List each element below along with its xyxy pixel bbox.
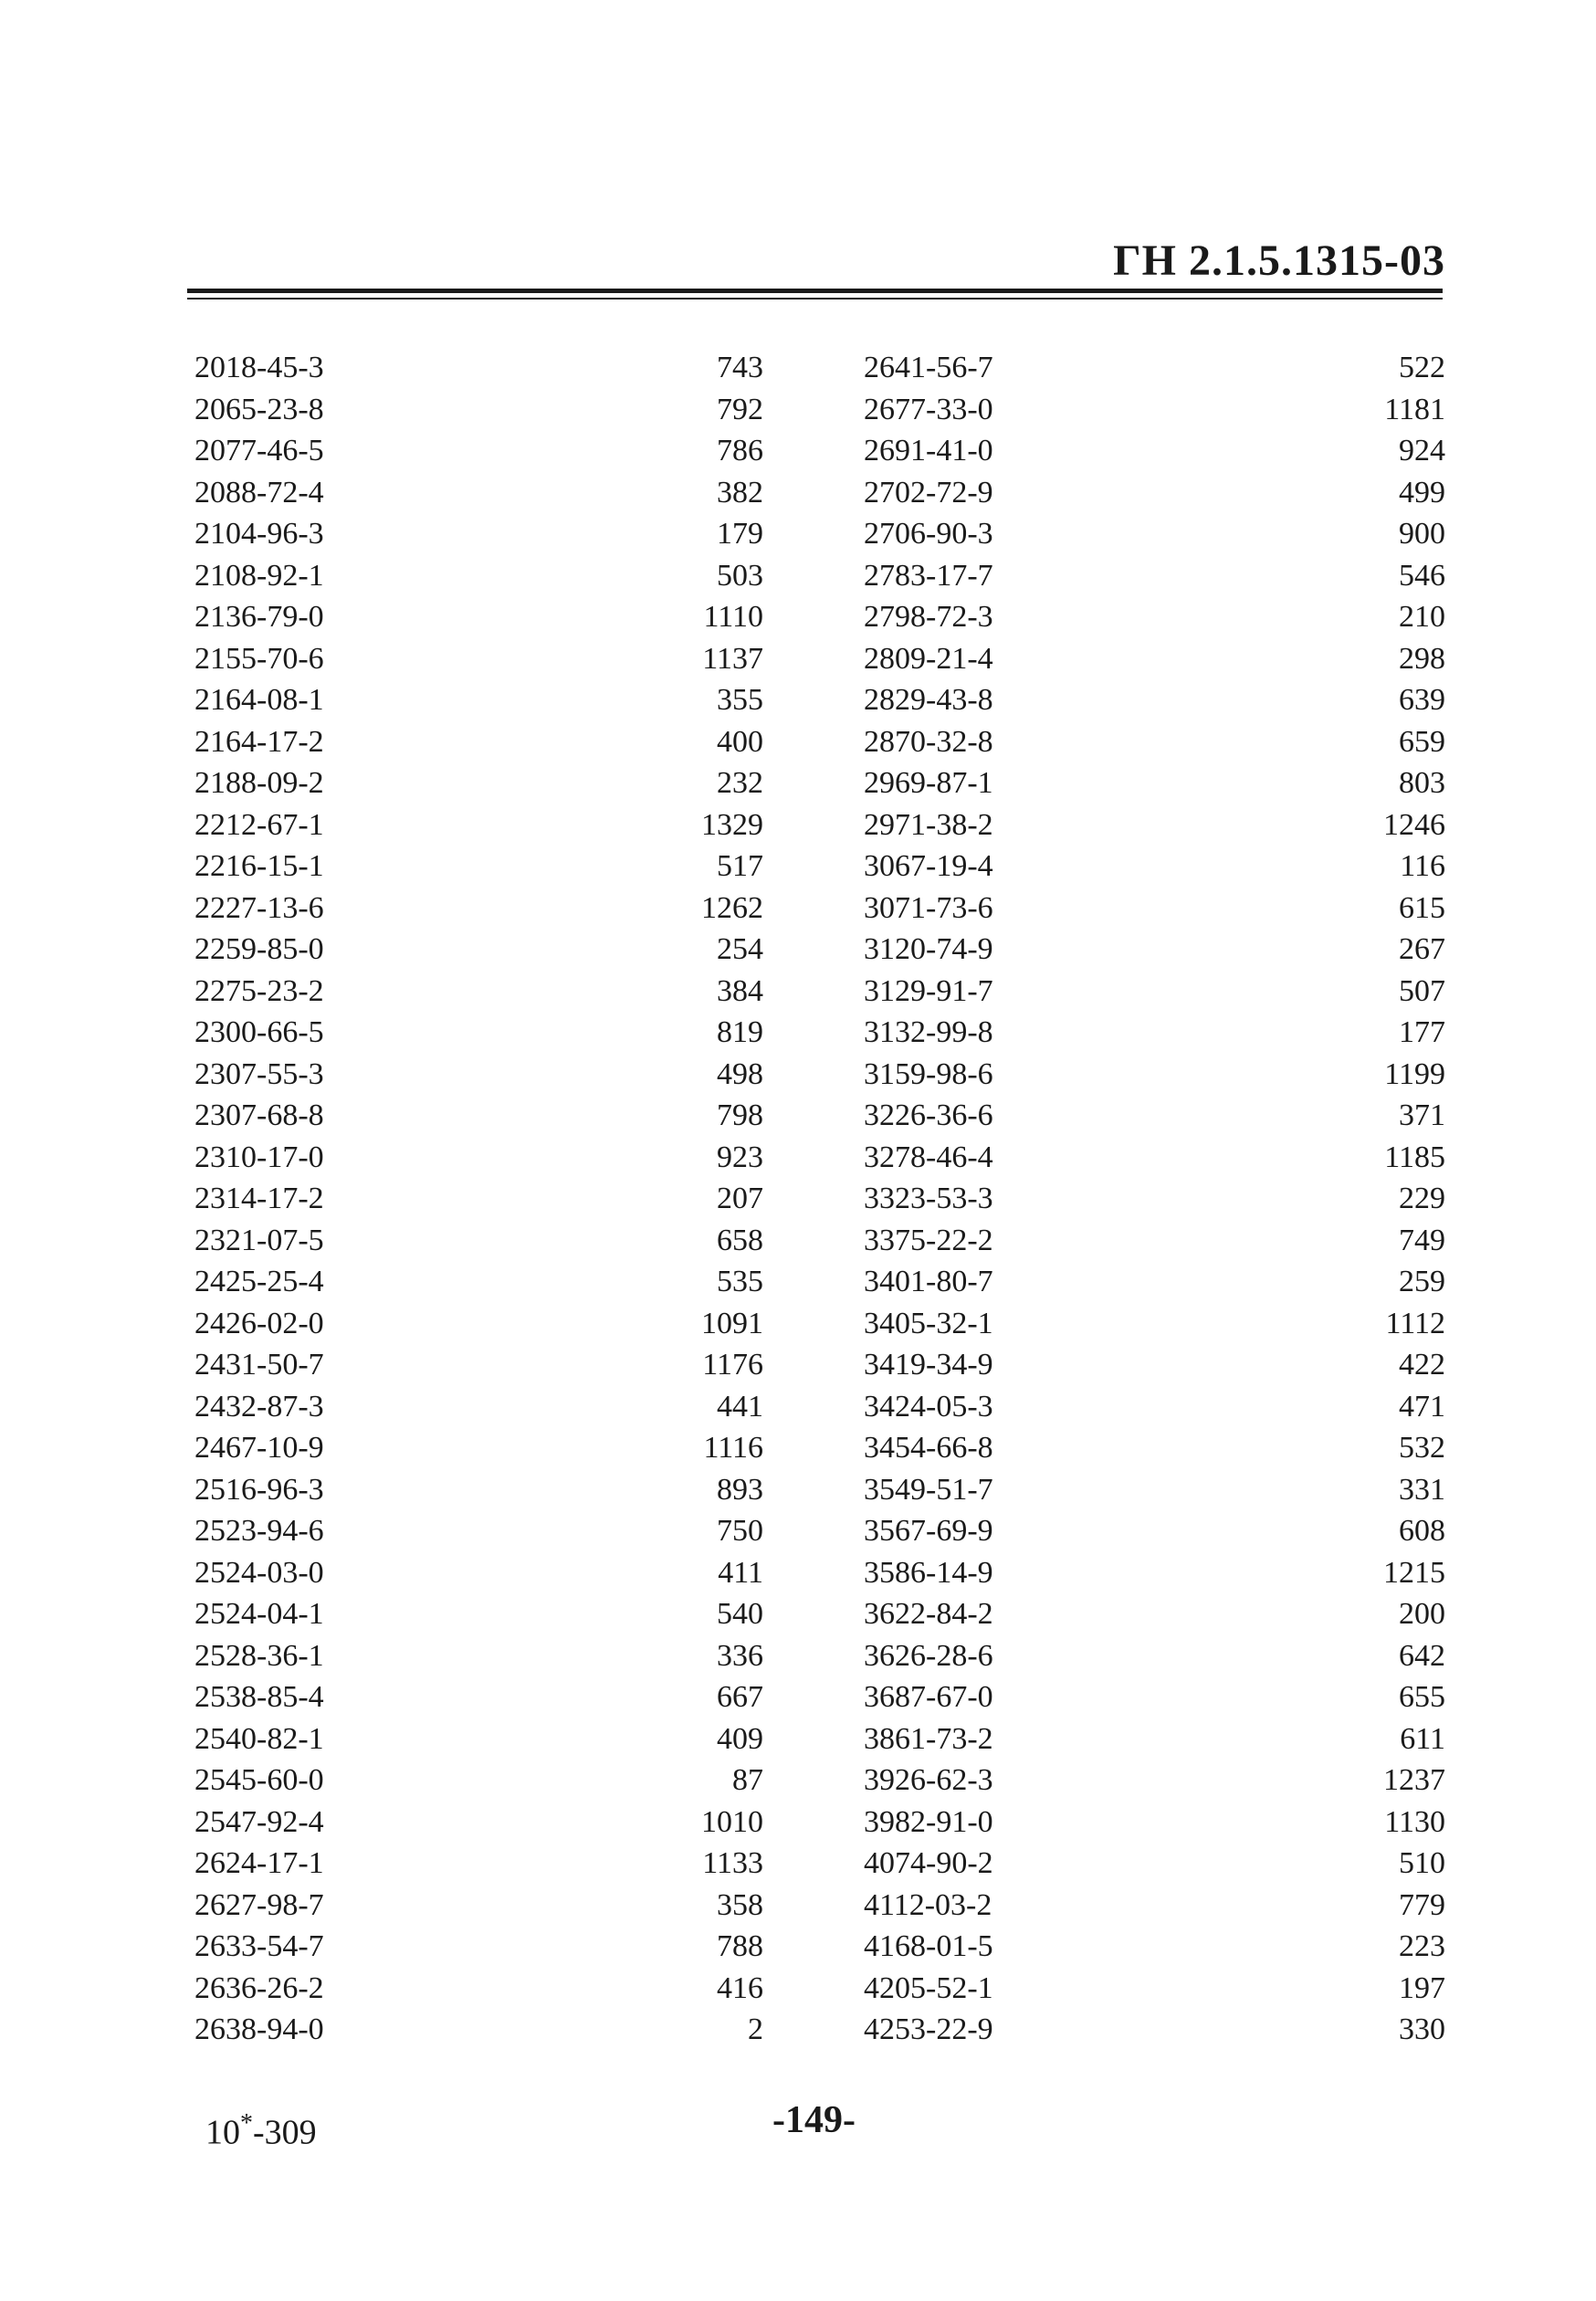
cas-number-left: 2516-96-3 — [194, 1472, 324, 1507]
header-rule-thin — [187, 298, 1443, 299]
table-row — [0, 347, 1596, 389]
cas-number-right: 3419-34-9 — [864, 1348, 993, 1382]
cas-number-right: 3626-28-6 — [864, 1638, 993, 1673]
value-right: 1199 — [1384, 1056, 1445, 1091]
table-row — [0, 1178, 1596, 1220]
cas-number-left: 2155-70-6 — [194, 641, 324, 676]
cas-number-left: 2426-02-0 — [194, 1306, 324, 1340]
table-row — [0, 1303, 1596, 1345]
cas-number-left: 2108-92-1 — [194, 558, 324, 593]
value-left: 1110 — [703, 600, 763, 634]
cas-number-left: 2425-25-4 — [194, 1265, 324, 1298]
value-left: 535 — [717, 1265, 763, 1298]
value-right: 510 — [1399, 1846, 1445, 1880]
value-left: 517 — [717, 849, 763, 883]
cas-number-left: 2540-82-1 — [194, 1721, 324, 1756]
cas-number-right: 2798-72-3 — [864, 600, 993, 634]
value-left: 786 — [717, 434, 763, 468]
table-row — [0, 513, 1596, 555]
value-left: 788 — [717, 1929, 763, 1963]
cas-number-left: 2624-17-1 — [194, 1846, 324, 1880]
cas-number-left: 2524-04-1 — [194, 1597, 324, 1631]
value-right: 197 — [1399, 1970, 1445, 2005]
value-left: 667 — [717, 1680, 763, 1714]
cas-number-right: 2706-90-3 — [864, 517, 993, 551]
value-right: 507 — [1399, 973, 1445, 1008]
value-left: 358 — [717, 1887, 763, 1922]
table-row — [0, 555, 1596, 597]
table-row — [0, 1843, 1596, 1885]
cas-number-left: 2104-96-3 — [194, 517, 324, 551]
value-left: 179 — [717, 517, 763, 551]
cas-number-left: 2314-17-2 — [194, 1182, 324, 1215]
value-left: 658 — [717, 1223, 763, 1257]
value-left: 1091 — [701, 1306, 763, 1340]
cas-number-left: 2188-09-2 — [194, 766, 324, 800]
table-row — [0, 1676, 1596, 1718]
value-left: 441 — [717, 1389, 763, 1424]
table-row — [0, 846, 1596, 888]
cas-number-left: 2212-67-1 — [194, 807, 324, 842]
cas-number-right: 4168-01-5 — [864, 1929, 993, 1963]
cas-number-right: 4253-22-9 — [864, 2012, 993, 2046]
cas-number-right: 3424-05-3 — [864, 1389, 993, 1424]
value-right: 615 — [1399, 890, 1445, 925]
value-left: 1133 — [702, 1846, 763, 1880]
table-row — [0, 1802, 1596, 1844]
value-right: 259 — [1399, 1265, 1445, 1298]
table-row — [0, 1718, 1596, 1760]
table-row — [0, 389, 1596, 431]
cas-number-right: 3926-62-3 — [864, 1763, 993, 1797]
page-number: -149- — [772, 2099, 856, 2141]
cas-number-right: 4112-03-2 — [864, 1887, 992, 1922]
cas-number-left: 2065-23-8 — [194, 392, 324, 426]
table-row — [0, 679, 1596, 721]
value-right: 422 — [1399, 1348, 1445, 1382]
cas-number-right: 2971-38-2 — [864, 807, 993, 842]
value-right: 210 — [1399, 600, 1445, 634]
cas-number-left: 2164-17-2 — [194, 724, 324, 759]
sheet-signature — [205, 2109, 317, 2153]
table-row — [0, 1220, 1596, 1262]
table-row — [0, 1386, 1596, 1428]
cas-number-left: 2627-98-7 — [194, 1887, 324, 1922]
cas-number-left: 2088-72-4 — [194, 475, 324, 510]
value-left: 355 — [717, 683, 763, 717]
cas-number-right: 3405-32-1 — [864, 1306, 993, 1340]
cas-number-right: 3687-67-0 — [864, 1680, 993, 1714]
value-right: 200 — [1399, 1597, 1445, 1631]
value-left: 1262 — [701, 890, 763, 925]
value-right: 803 — [1399, 766, 1445, 800]
cas-number-right: 3861-73-2 — [864, 1721, 993, 1756]
cas-number-right: 3375-22-2 — [864, 1223, 993, 1257]
table-row — [0, 1593, 1596, 1635]
value-right: 223 — [1399, 1929, 1445, 1963]
value-right: 331 — [1399, 1472, 1445, 1507]
cas-number-right: 2809-21-4 — [864, 641, 993, 676]
value-left: 254 — [717, 932, 763, 966]
cas-number-left: 2275-23-2 — [194, 973, 324, 1008]
cas-number-right: 2829-43-8 — [864, 683, 993, 717]
table-row — [0, 929, 1596, 971]
cas-number-right: 3454-66-8 — [864, 1431, 993, 1465]
value-right: 177 — [1399, 1015, 1445, 1049]
sheet-signature-mark: * — [240, 2109, 253, 2138]
cas-number-right: 3323-53-3 — [864, 1182, 993, 1215]
cas-number-left: 2523-94-6 — [194, 1514, 324, 1548]
cas-number-right: 3071-73-6 — [864, 890, 993, 925]
cas-number-right: 2870-32-8 — [864, 724, 993, 759]
cas-number-left: 2227-13-6 — [194, 890, 324, 925]
table-row — [0, 472, 1596, 514]
value-right: 546 — [1399, 558, 1445, 593]
table-row — [0, 804, 1596, 846]
cas-number-left: 2077-46-5 — [194, 434, 324, 468]
value-right: 655 — [1399, 1680, 1445, 1714]
table-row — [0, 1427, 1596, 1469]
value-left: 893 — [717, 1472, 763, 1507]
value-right: 779 — [1399, 1887, 1445, 1922]
cas-value-table — [0, 347, 1596, 2051]
cas-number-right: 3982-91-0 — [864, 1804, 993, 1839]
header-rule-thick — [187, 289, 1443, 293]
cas-number-left: 2310-17-0 — [194, 1140, 324, 1174]
sheet-signature-suffix: -309 — [253, 2113, 317, 2152]
value-left: 798 — [717, 1098, 763, 1132]
value-left: 2 — [748, 2012, 763, 2046]
cas-number-right: 4074-90-2 — [864, 1846, 993, 1880]
cas-number-right: 2691-41-0 — [864, 434, 993, 468]
document-code: ГН 2.1.5.1315-03 — [1113, 236, 1445, 285]
cas-number-right: 3226-36-6 — [864, 1098, 993, 1132]
cas-number-left: 2300-66-5 — [194, 1015, 324, 1049]
value-right: 532 — [1399, 1431, 1445, 1465]
cas-number-left: 2018-45-3 — [194, 351, 324, 384]
value-right: 1246 — [1383, 807, 1445, 842]
value-left: 409 — [717, 1721, 763, 1756]
value-left: 207 — [717, 1182, 763, 1215]
value-right: 900 — [1399, 517, 1445, 551]
cas-number-left: 2547-92-4 — [194, 1804, 324, 1839]
value-left: 498 — [717, 1056, 763, 1091]
table-row — [0, 1885, 1596, 1927]
table-row — [0, 721, 1596, 763]
value-left: 1010 — [701, 1804, 763, 1839]
cas-number-right: 3120-74-9 — [864, 932, 993, 966]
table-row — [0, 638, 1596, 680]
value-right: 642 — [1399, 1638, 1445, 1673]
table-row — [0, 971, 1596, 1013]
value-left: 384 — [717, 973, 763, 1008]
cas-number-right: 3586-14-9 — [864, 1555, 993, 1590]
value-left: 87 — [732, 1763, 763, 1797]
cas-number-left: 2321-07-5 — [194, 1223, 324, 1257]
cas-number-right: 3159-98-6 — [864, 1056, 993, 1091]
table-row — [0, 1968, 1596, 2010]
cas-number-right: 2969-87-1 — [864, 766, 993, 800]
value-left: 411 — [718, 1555, 763, 1590]
cas-number-right: 3549-51-7 — [864, 1472, 993, 1507]
cas-number-left: 2633-54-7 — [194, 1929, 324, 1963]
value-right: 924 — [1399, 434, 1445, 468]
table-row — [0, 1054, 1596, 1096]
value-right: 1130 — [1384, 1804, 1445, 1839]
cas-number-right: 3132-99-8 — [864, 1015, 993, 1049]
value-right: 471 — [1399, 1389, 1445, 1424]
cas-number-right: 2783-17-7 — [864, 558, 993, 593]
table-row — [0, 596, 1596, 638]
cas-number-left: 2164-08-1 — [194, 683, 324, 717]
table-row — [0, 762, 1596, 804]
cas-number-right: 2677-33-0 — [864, 392, 993, 426]
cas-number-left: 2524-03-0 — [194, 1555, 324, 1590]
value-left: 1137 — [702, 641, 763, 676]
value-left: 819 — [717, 1015, 763, 1049]
value-right: 611 — [1400, 1721, 1445, 1756]
value-right: 229 — [1399, 1182, 1445, 1215]
table-row — [0, 2009, 1596, 2051]
cas-number-right: 3622-84-2 — [864, 1597, 993, 1631]
cas-number-left: 2636-26-2 — [194, 1970, 324, 2005]
value-right: 749 — [1399, 1223, 1445, 1257]
table-row — [0, 1012, 1596, 1054]
cas-number-left: 2538-85-4 — [194, 1680, 324, 1714]
value-right: 330 — [1399, 2012, 1445, 2046]
value-right: 116 — [1400, 849, 1445, 883]
value-left: 792 — [717, 392, 763, 426]
value-left: 416 — [717, 1970, 763, 2005]
cas-number-left: 2259-85-0 — [194, 932, 324, 966]
table-row — [0, 1552, 1596, 1594]
value-right: 1181 — [1384, 392, 1445, 426]
value-right: 608 — [1399, 1514, 1445, 1548]
value-left: 1116 — [703, 1431, 763, 1465]
value-left: 336 — [717, 1638, 763, 1673]
cas-number-left: 2467-10-9 — [194, 1431, 324, 1465]
value-right: 371 — [1399, 1098, 1445, 1132]
value-right: 1112 — [1385, 1306, 1445, 1340]
value-left: 400 — [717, 724, 763, 759]
cas-number-right: 4205-52-1 — [864, 1970, 993, 2005]
table-row — [0, 1926, 1596, 1968]
table-row — [0, 888, 1596, 930]
cas-number-left: 2216-15-1 — [194, 849, 324, 883]
value-right: 298 — [1399, 641, 1445, 676]
cas-number-left: 2432-87-3 — [194, 1389, 324, 1424]
cas-number-right: 3401-80-7 — [864, 1265, 993, 1298]
table-row — [0, 1344, 1596, 1386]
value-left: 503 — [717, 558, 763, 593]
value-right: 1185 — [1384, 1140, 1445, 1174]
cas-number-left: 2545-60-0 — [194, 1763, 324, 1797]
cas-number-right: 2702-72-9 — [864, 475, 993, 510]
table-row — [0, 430, 1596, 472]
cas-number-right: 3129-91-7 — [864, 973, 993, 1008]
cas-number-left: 2136-79-0 — [194, 600, 324, 634]
value-right: 499 — [1399, 475, 1445, 510]
value-right: 1237 — [1383, 1763, 1445, 1797]
sheet-signature-prefix: 10 — [205, 2113, 240, 2152]
value-right: 659 — [1399, 724, 1445, 759]
value-left: 382 — [717, 475, 763, 510]
value-left: 1176 — [702, 1348, 763, 1382]
table-row — [0, 1469, 1596, 1511]
cas-number-right: 3567-69-9 — [864, 1514, 993, 1548]
table-row — [0, 1510, 1596, 1552]
table-row — [0, 1137, 1596, 1179]
value-left: 1329 — [701, 807, 763, 842]
cas-number-right: 3278-46-4 — [864, 1140, 993, 1174]
cas-number-right: 2641-56-7 — [864, 351, 993, 384]
value-right: 267 — [1399, 932, 1445, 966]
value-left: 540 — [717, 1597, 763, 1631]
value-left: 743 — [717, 351, 763, 384]
table-row — [0, 1095, 1596, 1137]
value-left: 232 — [717, 766, 763, 800]
table-row — [0, 1635, 1596, 1677]
table-row — [0, 1760, 1596, 1802]
table-row — [0, 1261, 1596, 1303]
cas-number-right: 3067-19-4 — [864, 849, 993, 883]
value-right: 1215 — [1383, 1555, 1445, 1590]
value-left: 923 — [717, 1140, 763, 1174]
cas-number-left: 2307-68-8 — [194, 1098, 324, 1132]
value-right: 639 — [1399, 683, 1445, 717]
cas-number-left: 2638-94-0 — [194, 2012, 324, 2046]
value-left: 750 — [717, 1514, 763, 1548]
value-right: 522 — [1399, 351, 1445, 384]
cas-number-left: 2528-36-1 — [194, 1638, 324, 1673]
cas-number-left: 2431-50-7 — [194, 1348, 324, 1382]
cas-number-left: 2307-55-3 — [194, 1056, 324, 1091]
